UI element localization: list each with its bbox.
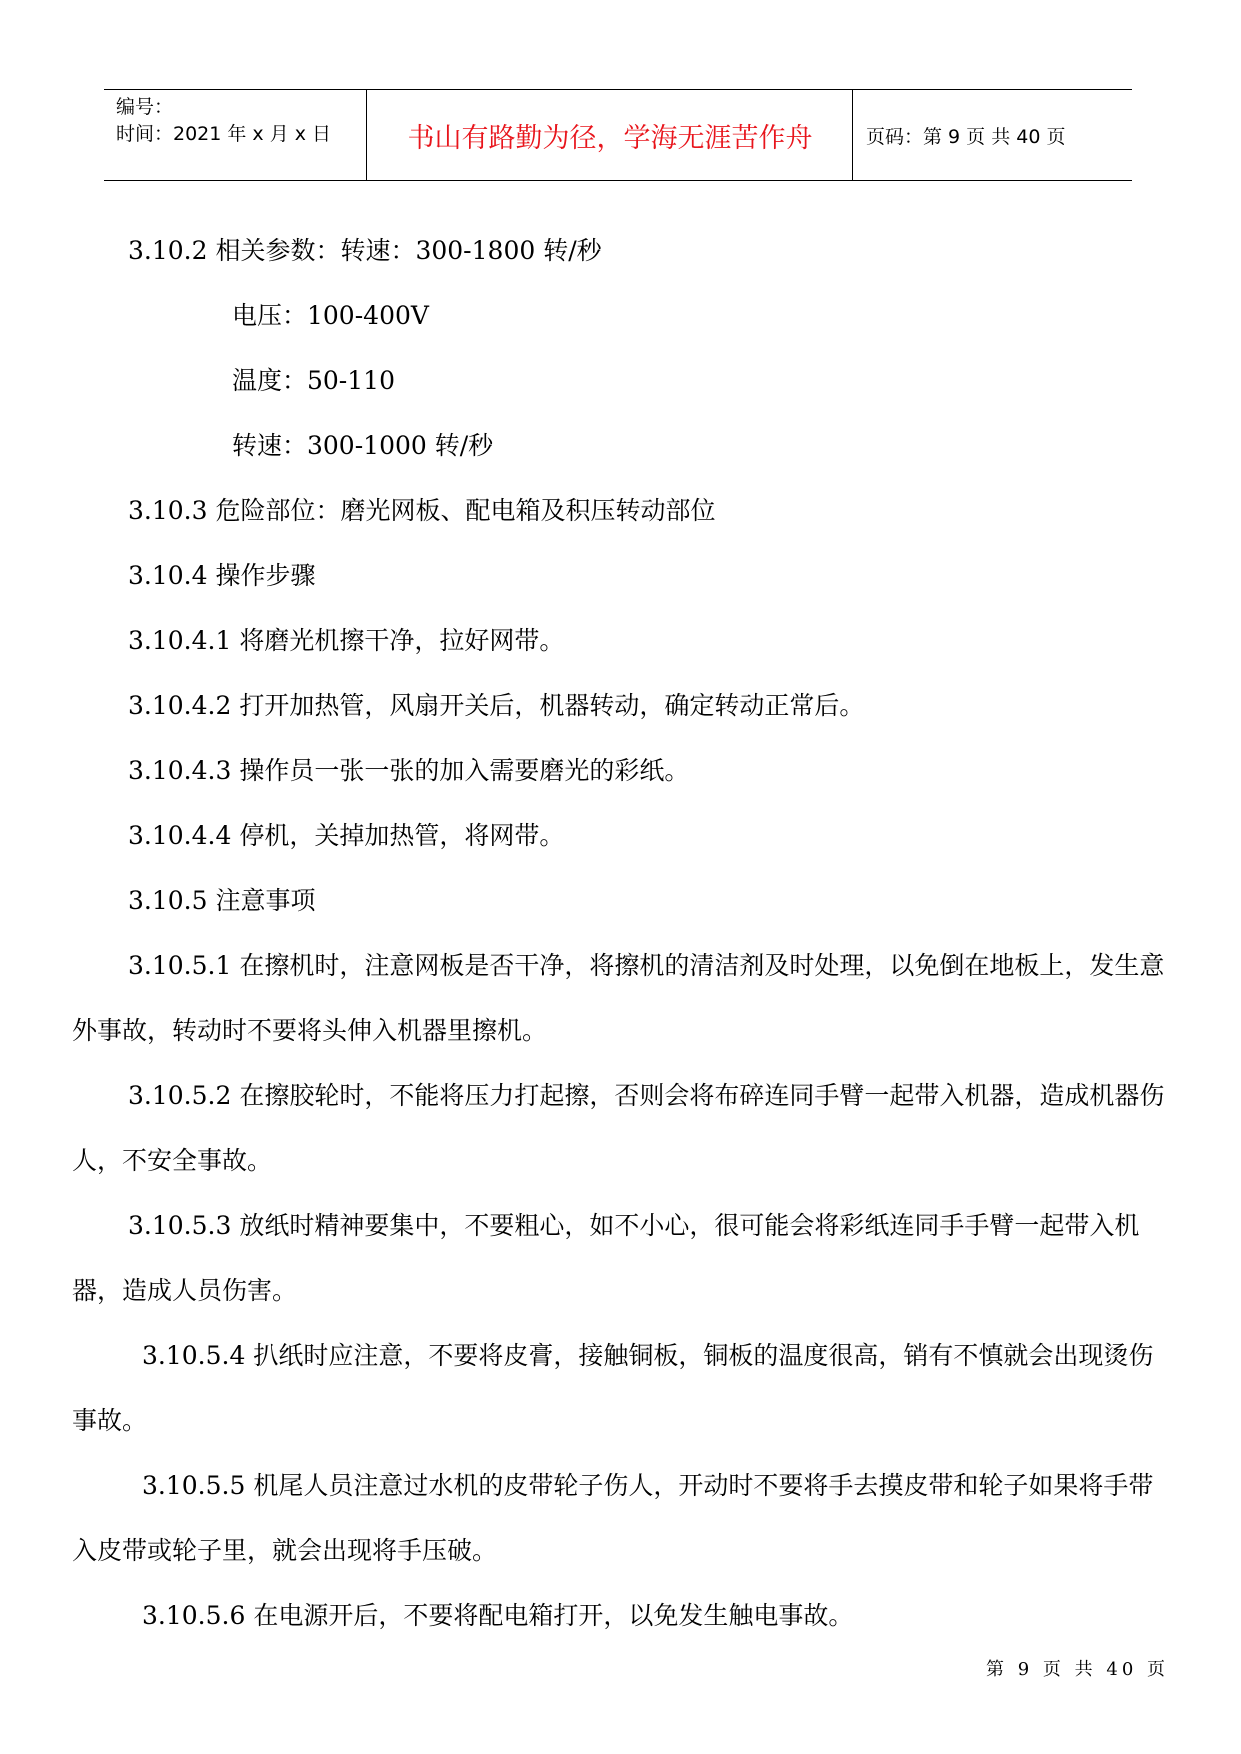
- document-body: [72, 218, 1172, 1648]
- header-divider-right: [852, 90, 853, 180]
- header-page-label: 页码：第 9 页 共 40 页: [866, 125, 1066, 148]
- param-speed: 转速：300-1000 转/秒: [232, 431, 494, 460]
- step-3-10-4-4: 3.10.4.4 停机，关掉加热管，将网带。: [128, 821, 565, 850]
- note-3-10-5-4: 3.10.5.4 扒纸时应注意，不要将皮膏，接触铜板，铜板的温度很高，销有不慎就会出现烫伤事故。: [72, 1341, 1154, 1435]
- param-temperature: 温度：50-110: [232, 366, 395, 395]
- param-voltage: 电压：100-400V: [232, 301, 429, 330]
- section-line-3-10-4: 3.10.4 操作步骤: [128, 561, 316, 590]
- note-3-10-5-5: 3.10.5.5 机尾人员注意过水机的皮带轮子伤人，开动时不要将手去摸皮带和轮子如果将手带入皮带或轮子里，就会出现将手压破。: [72, 1471, 1154, 1565]
- header-motto: 书山有路勤为径，学海无涯苦作舟: [407, 122, 813, 154]
- header-meta: [116, 94, 361, 148]
- section-line-3-10-2: 3.10.2 相关参数：转速：300-1800 转/秒: [128, 236, 602, 265]
- note-3-10-5-6: 3.10.5.6 在电源开后，不要将配电箱打开，以免发生触电事故。: [142, 1601, 854, 1630]
- note-3-10-5-3: 3.10.5.3 放纸时精神要集中，不要粗心，如不小心，很可能会将彩纸连同手手臂一起带入机器，造成人员伤害。: [72, 1211, 1140, 1305]
- step-3-10-4-2: 3.10.4.2 打开加热管，风扇开关后，机器转动，确定转动正常后。: [128, 691, 865, 720]
- page-header: [104, 89, 1132, 181]
- step-3-10-4-1: 3.10.4.1 将磨光机擦干净，拉好网带。: [128, 626, 565, 655]
- header-divider-left: [366, 90, 367, 180]
- document-number-label: 编号：: [116, 96, 174, 118]
- section-line-3-10-5: 3.10.5 注意事项: [128, 886, 316, 915]
- note-3-10-5-2: 3.10.5.2 在擦胶轮时，不能将压力打起擦，否则会将布碎连同手臂一起带入机器，造成机器伤人，不安全事故。: [72, 1081, 1165, 1175]
- section-line-3-10-3: 3.10.3 危险部位：磨光网板、配电箱及积压转动部位: [128, 496, 716, 525]
- page-footer: 第 9 页 共 40 页: [986, 1659, 1169, 1680]
- document-time-label: 时间：2021 年 x 月 x 日: [116, 123, 332, 145]
- step-3-10-4-3: 3.10.4.3 操作员一张一张的加入需要磨光的彩纸。: [128, 756, 690, 785]
- note-3-10-5-1: 3.10.5.1 在擦机时，注意网板是否干净，将擦机的清洁剂及时处理，以免倒在地板上，发生意外事故，转动时不要将头伸入机器里擦机。: [72, 951, 1165, 1045]
